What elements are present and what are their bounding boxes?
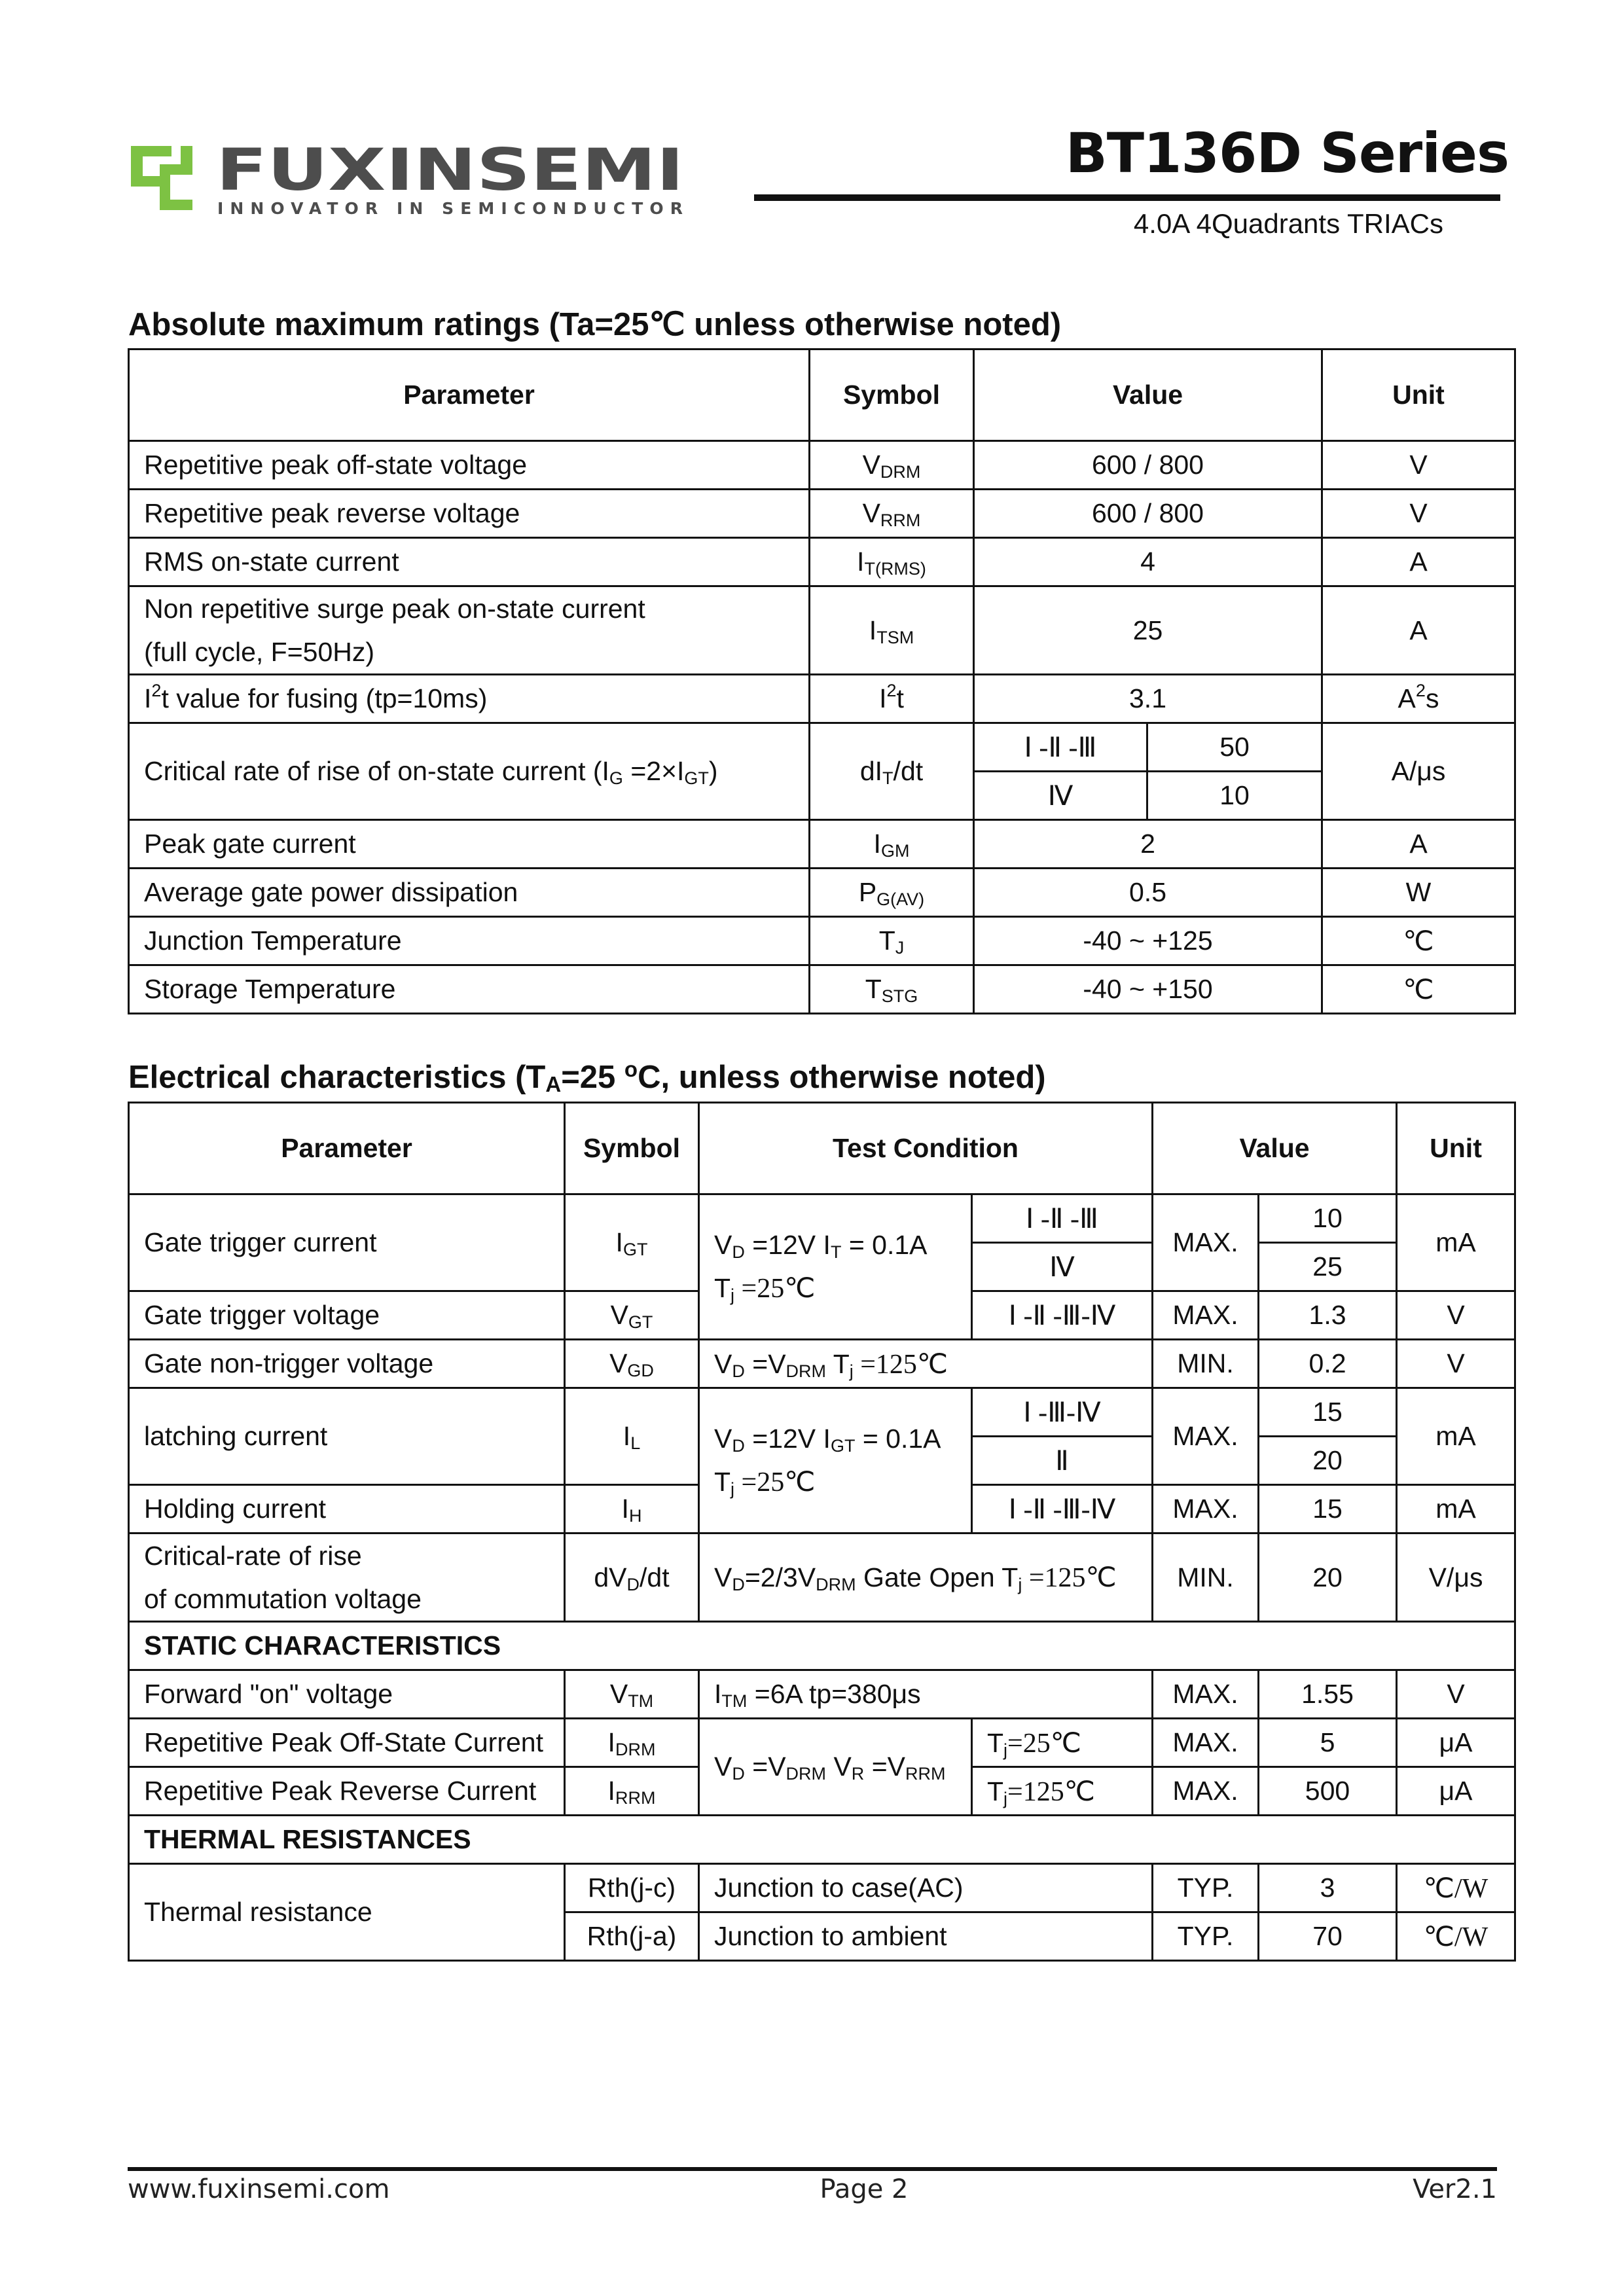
- ec-row-dvd: [129, 1534, 1515, 1622]
- logo-wordmark: FUXINSEMI: [216, 136, 684, 204]
- ec-symbol: $I_H$: [565, 1485, 699, 1534]
- amr-value: 3.1: [974, 675, 1322, 723]
- ec-param: latching current: [129, 1388, 565, 1485]
- ec-header-symbol: Symbol: [565, 1103, 699, 1194]
- amr-quadrant: Ⅳ: [974, 772, 1147, 820]
- ec-unit: mA: [1397, 1388, 1515, 1485]
- ec-limit: MIN.: [1153, 1340, 1259, 1388]
- ec-value: 5: [1259, 1719, 1397, 1767]
- ec-param: Gate trigger current: [129, 1194, 565, 1291]
- header-rule: [754, 194, 1500, 201]
- ec-unit: mA: [1397, 1194, 1515, 1291]
- ec-value: 10: [1259, 1194, 1397, 1243]
- ec-symbol: Rth(j-a): [565, 1912, 699, 1961]
- ec-section-title: Electrical characteristics ($T_A=25$ $^o$C, unless otherwise noted): [128, 1057, 1046, 1096]
- amr-header-row: [129, 350, 1515, 441]
- ec-header-parameter: Parameter: [129, 1103, 565, 1194]
- amr-param: Repetitive peak reverse voltage: [129, 490, 810, 538]
- ec-value: 70: [1259, 1912, 1397, 1961]
- ec-limit: MAX.: [1153, 1767, 1259, 1816]
- ec-limit: MAX.: [1153, 1194, 1259, 1291]
- ec-condition: $V_D=2/3V_{DRM}$ Gate Open $T_j$ =125℃: [699, 1534, 1153, 1622]
- ec-limit: MAX.: [1153, 1485, 1259, 1534]
- ec-quadrant: Ⅰ -Ⅱ -Ⅲ-Ⅳ: [972, 1485, 1153, 1534]
- amr-unit: V: [1322, 490, 1515, 538]
- amr-param: RMS on-state current: [129, 538, 810, 586]
- amr-header-symbol: Symbol: [810, 350, 974, 441]
- amr-param: Critical rate of rise of on-state current $(I_G =2\times I_{GT})$: [129, 723, 810, 820]
- amr-value: -40 ~ +150: [974, 965, 1322, 1014]
- amr-row-itsm: [129, 586, 1515, 675]
- absolute-maximum-ratings-table: [128, 348, 1516, 1014]
- amr-param: $I^2t$ value for fusing (tp=10ms): [129, 675, 810, 723]
- amr-section-title: Absolute maximum ratings (Ta=25℃ unless otherwise noted): [128, 307, 1062, 342]
- amr-unit: A: [1322, 586, 1515, 675]
- amr-row-tj: [129, 917, 1515, 965]
- amr-symbol: $P_{G(AV)}$: [810, 869, 974, 917]
- ec-param: Gate non-trigger voltage: [129, 1340, 565, 1388]
- ec-condition-leakage: $V_D =V_{DRM}$ $V_R =V_{RRM}$: [699, 1719, 972, 1816]
- ec-header-unit: Unit: [1397, 1103, 1515, 1194]
- ec-unit: ℃/W: [1397, 1912, 1515, 1961]
- amr-unit: A: [1322, 538, 1515, 586]
- ec-unit: V: [1397, 1291, 1515, 1340]
- amr-param: Storage Temperature: [129, 965, 810, 1014]
- amr-param: Peak gate current: [129, 820, 810, 869]
- amr-value: 50: [1147, 723, 1322, 772]
- amr-symbol: $I_{TSM}$: [810, 586, 974, 675]
- amr-symbol: $I_{GM}$: [810, 820, 974, 869]
- ec-condition: Junction to case(AC): [699, 1864, 1153, 1912]
- ec-param: Gate trigger voltage: [129, 1291, 565, 1340]
- ec-limit: MAX.: [1153, 1670, 1259, 1719]
- amr-value: -40 ~ +125: [974, 917, 1322, 965]
- amr-row-vrrm: [129, 490, 1515, 538]
- ec-symbol: $I_L$: [565, 1388, 699, 1485]
- ec-param: Critical-rate of rise of commutation voltage: [129, 1534, 565, 1622]
- ec-param: Repetitive Peak Reverse Current: [129, 1767, 565, 1816]
- series-title: BT136D Series: [1065, 121, 1509, 185]
- amr-unit: ℃: [1322, 965, 1515, 1014]
- ec-unit: V: [1397, 1670, 1515, 1719]
- ec-symbol: $I_{RRM}$: [565, 1767, 699, 1816]
- series-subtitle: 4.0A 4Quadrants TRIACs: [1133, 208, 1443, 239]
- ec-limit: MAX.: [1153, 1291, 1259, 1340]
- ec-unit: μA: [1397, 1767, 1515, 1816]
- amr-row-vdrm: [129, 441, 1515, 490]
- ec-unit: V: [1397, 1340, 1515, 1388]
- footer-page-number: Page 2: [820, 2174, 909, 2204]
- ec-row-vgd: [129, 1340, 1515, 1388]
- amr-row-tstg: [129, 965, 1515, 1014]
- amr-symbol: $I^2t$: [810, 675, 974, 723]
- amr-symbol: $T_J$: [810, 917, 974, 965]
- amr-param: Repetitive peak off-state voltage: [129, 441, 810, 490]
- amr-symbol: $V_{DRM}$: [810, 441, 974, 490]
- amr-value: 4: [974, 538, 1322, 586]
- ec-param: Thermal resistance: [129, 1864, 565, 1961]
- amr-unit: A/μs: [1322, 723, 1515, 820]
- amr-header-value: Value: [974, 350, 1322, 441]
- ec-unit: V/μs: [1397, 1534, 1515, 1622]
- ec-row-il: [129, 1388, 1515, 1437]
- logo-tagline: INNOVATOR IN SEMICONDUCTOR: [217, 199, 683, 218]
- amr-header-parameter: Parameter: [129, 350, 810, 441]
- amr-value: 2: [974, 820, 1322, 869]
- footer-website-link[interactable]: www.fuxinsemi.com: [128, 2174, 390, 2204]
- ec-symbol: $V_{TM}$: [565, 1670, 699, 1719]
- thermal-resistances-caption: THERMAL RESISTANCES: [129, 1816, 1515, 1864]
- ec-limit: TYP.: [1153, 1864, 1259, 1912]
- amr-unit: $A^2s$: [1322, 675, 1515, 723]
- ec-row-vtm: [129, 1670, 1515, 1719]
- ec-condition: $V_D =V_{DRM}$ $T_j$ =125℃: [699, 1340, 1153, 1388]
- amr-unit: ℃: [1322, 917, 1515, 965]
- amr-value: 10: [1147, 772, 1322, 820]
- ec-limit: MAX.: [1153, 1388, 1259, 1485]
- static-characteristics-caption: STATIC CHARACTERISTICS: [129, 1622, 1515, 1670]
- footer-version: Ver2.1: [1413, 2174, 1497, 2204]
- amr-value: 0.5: [974, 869, 1322, 917]
- ec-header-test-condition: Test Condition: [699, 1103, 1153, 1194]
- ec-header-row: [129, 1103, 1515, 1194]
- ec-row-thermal-caption: [129, 1816, 1515, 1864]
- amr-row-itrms: [129, 538, 1515, 586]
- ec-value: 20: [1259, 1534, 1397, 1622]
- ec-value: 1.55: [1259, 1670, 1397, 1719]
- amr-row-igm: [129, 820, 1515, 869]
- ec-value: 0.2: [1259, 1340, 1397, 1388]
- amr-row-pgav: [129, 869, 1515, 917]
- fuxinsemi-logo: [131, 134, 694, 219]
- amr-unit: V: [1322, 441, 1515, 490]
- ec-limit: MIN.: [1153, 1534, 1259, 1622]
- ec-row-idrm: [129, 1719, 1515, 1767]
- ec-header-value: Value: [1153, 1103, 1397, 1194]
- ec-unit: μA: [1397, 1719, 1515, 1767]
- ec-unit: mA: [1397, 1485, 1515, 1534]
- amr-row-dit: [129, 723, 1515, 772]
- ec-quadrant: Ⅰ -Ⅱ -Ⅲ-Ⅳ: [972, 1291, 1153, 1340]
- ec-condition-gate: $V_D =12V$ $I_T = 0.1A$ $T_j$ =25℃: [699, 1194, 972, 1340]
- amr-row-i2t: [129, 675, 1515, 723]
- ec-param: Holding current: [129, 1485, 565, 1534]
- ec-temperature: $T_j=25℃$: [972, 1719, 1153, 1767]
- ec-symbol: $V_{GD}$: [565, 1340, 699, 1388]
- ec-value: 20: [1259, 1437, 1397, 1485]
- amr-value: 600 / 800: [974, 441, 1322, 490]
- ec-row-rth-jc: [129, 1864, 1515, 1912]
- ec-quadrant: Ⅱ: [972, 1437, 1153, 1485]
- ec-row-igt: [129, 1194, 1515, 1243]
- ec-symbol: $V_{GT}$: [565, 1291, 699, 1340]
- amr-header-unit: Unit: [1322, 350, 1515, 441]
- amr-param: Junction Temperature: [129, 917, 810, 965]
- ec-symbol: $I_{GT}$: [565, 1194, 699, 1291]
- amr-param: Average gate power dissipation: [129, 869, 810, 917]
- amr-quadrant: Ⅰ -Ⅱ -Ⅲ: [974, 723, 1147, 772]
- amr-value: 600 / 800: [974, 490, 1322, 538]
- amr-unit: A: [1322, 820, 1515, 869]
- amr-value: 25: [974, 586, 1322, 675]
- ec-value: 15: [1259, 1485, 1397, 1534]
- ec-condition-latch: $V_D =12V$ $I_{GT} = 0.1A$ $T_j$ =25℃: [699, 1388, 972, 1534]
- amr-symbol: $V_{RRM}$: [810, 490, 974, 538]
- ec-condition: $I_{TM} =6A$ tp=380μs: [699, 1670, 1153, 1719]
- ec-quadrant: Ⅰ -Ⅲ-Ⅳ: [972, 1388, 1153, 1437]
- ec-symbol: Rth(j-c): [565, 1864, 699, 1912]
- ec-row-static-caption: [129, 1622, 1515, 1670]
- ec-param: Forward "on" voltage: [129, 1670, 565, 1719]
- ec-quadrant: Ⅰ -Ⅱ -Ⅲ: [972, 1194, 1153, 1243]
- footer-rule: [128, 2167, 1497, 2171]
- ec-value: 3: [1259, 1864, 1397, 1912]
- ec-value: 1.3: [1259, 1291, 1397, 1340]
- ec-param: Repetitive Peak Off-State Current: [129, 1719, 565, 1767]
- logo-mark-icon: [131, 146, 192, 210]
- amr-param: Non repetitive surge peak on-state current (full cycle, F=50Hz): [129, 586, 810, 675]
- ec-symbol: $dV_D/dt$: [565, 1534, 699, 1622]
- ec-condition: Junction to ambient: [699, 1912, 1153, 1961]
- electrical-characteristics-table: [128, 1102, 1516, 1962]
- ec-value: 25: [1259, 1243, 1397, 1291]
- amr-symbol: $dI_T/dt$: [810, 723, 974, 820]
- amr-unit: W: [1322, 869, 1515, 917]
- ec-symbol: $I_{DRM}$: [565, 1719, 699, 1767]
- amr-symbol: $I_{T(RMS)}$: [810, 538, 974, 586]
- ec-unit: ℃/W: [1397, 1864, 1515, 1912]
- ec-limit: TYP.: [1153, 1912, 1259, 1961]
- ec-value: 500: [1259, 1767, 1397, 1816]
- amr-symbol: $T_{STG}$: [810, 965, 974, 1014]
- ec-temperature: $T_j=125℃$: [972, 1767, 1153, 1816]
- ec-value: 15: [1259, 1388, 1397, 1437]
- ec-quadrant: Ⅳ: [972, 1243, 1153, 1291]
- ec-limit: MAX.: [1153, 1719, 1259, 1767]
